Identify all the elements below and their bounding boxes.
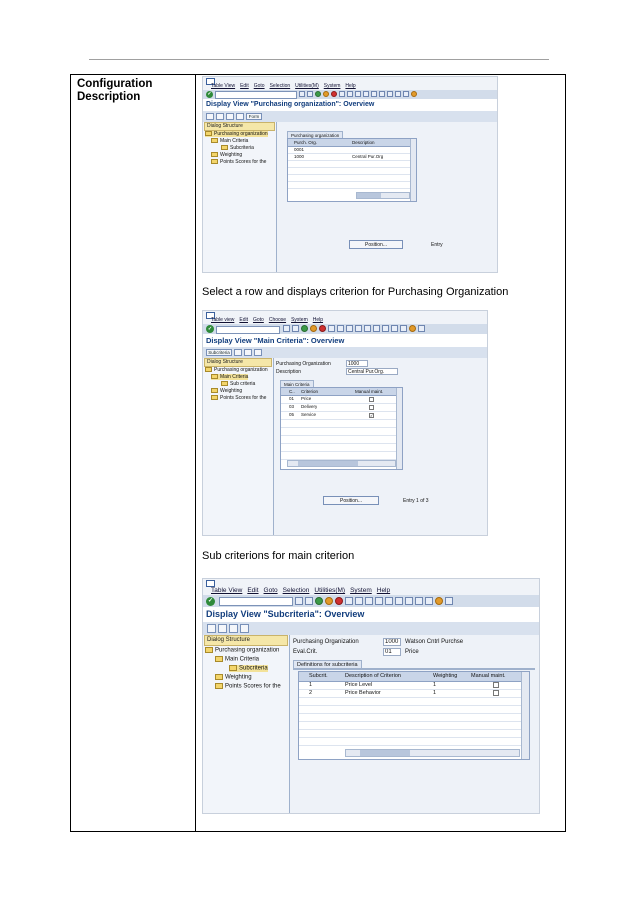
details-icon[interactable] xyxy=(229,624,238,633)
dialog-structure-panel xyxy=(203,358,274,535)
position-button[interactable] xyxy=(323,496,379,505)
folder-icon xyxy=(211,159,218,164)
group-frame xyxy=(293,668,535,670)
folder-icon xyxy=(215,683,223,689)
enter-icon[interactable]: ✓ xyxy=(207,326,213,332)
folder-icon xyxy=(211,395,218,400)
cancel-icon[interactable] xyxy=(331,91,337,97)
horizontal-scrollbar[interactable] xyxy=(356,192,410,199)
tree-item-label: Subcriteria xyxy=(230,145,254,151)
screen-title: Display View "Main Criteria": Overview xyxy=(203,334,487,348)
tree-item-purchasing-org[interactable] xyxy=(205,367,268,373)
screen-title: Display View "Subcriteria": Overview xyxy=(203,607,539,623)
dialog-structure-header: Dialog Structure xyxy=(204,358,272,367)
dialog-structure-panel xyxy=(203,635,290,813)
tree-item-label: Purchasing organization xyxy=(214,131,268,137)
menu-icon xyxy=(206,580,215,587)
cell-criterion: Price xyxy=(301,396,312,401)
menu-system[interactable]: System xyxy=(291,317,308,323)
row-label: Configuration Description xyxy=(77,78,153,103)
tree-item-label: Weighting xyxy=(220,152,243,158)
cell-weighting: 1 xyxy=(433,682,437,688)
menu-goto[interactable]: Goto xyxy=(252,317,264,323)
cell-code: 05 xyxy=(289,412,295,417)
new-session-icon[interactable] xyxy=(415,597,423,605)
menu-goto[interactable]: Goto xyxy=(253,83,265,89)
position-button-label: Position... xyxy=(340,498,362,504)
command-field[interactable] xyxy=(215,91,297,99)
help-icon[interactable] xyxy=(409,325,416,332)
menu-bar xyxy=(203,579,539,596)
entry-counter: Entry 1 of 3 xyxy=(403,498,429,504)
screen-body xyxy=(203,122,497,272)
command-field[interactable] xyxy=(219,597,293,606)
search-icon[interactable] xyxy=(234,349,242,356)
dialog-structure-panel xyxy=(203,122,277,272)
back-icon[interactable] xyxy=(315,597,323,605)
form-button[interactable]: Form xyxy=(246,113,262,120)
column-divider xyxy=(195,75,196,831)
menu-system[interactable]: System xyxy=(323,83,341,89)
sap-screenshot-main-criteria xyxy=(202,310,488,536)
main-criteria-table xyxy=(280,387,403,470)
cell-description: Price Level xyxy=(345,682,373,688)
config-table xyxy=(70,74,566,832)
find-icon[interactable] xyxy=(347,91,353,97)
first-page-icon[interactable] xyxy=(355,325,362,332)
folder-icon xyxy=(229,665,237,671)
cancel-icon[interactable] xyxy=(335,597,343,605)
cell-purch-org: 0001 xyxy=(294,147,305,152)
save-icon[interactable] xyxy=(283,325,290,332)
tree-item-label: Sub criteria xyxy=(230,381,256,387)
select-all-icon[interactable] xyxy=(240,624,249,633)
menu-help[interactable]: Help xyxy=(345,83,356,89)
folder-icon xyxy=(221,145,228,150)
new-session-icon[interactable] xyxy=(395,91,401,97)
table-row[interactable] xyxy=(288,181,416,189)
tree-item-label: Main Criteria xyxy=(225,656,260,663)
first-page-icon[interactable] xyxy=(363,91,369,97)
column-header-purch-org: Purch. Org. xyxy=(294,140,318,145)
tree-item-label: Points Scores for the xyxy=(220,159,267,165)
dialog-structure-header: Dialog Structure xyxy=(204,122,275,131)
group-tab-definitions: Definitions for subcriteria xyxy=(293,660,362,669)
tree-item-label: Weighting xyxy=(225,674,252,681)
menu-goto[interactable]: Goto xyxy=(263,587,278,594)
tree-item-main-criteria[interactable] xyxy=(215,656,259,663)
horizontal-scrollbar[interactable] xyxy=(287,460,396,467)
find-next-icon[interactable] xyxy=(355,91,361,97)
help-icon[interactable] xyxy=(435,597,443,605)
cell-description: Price Behavior xyxy=(345,690,381,696)
screen-body xyxy=(203,358,487,535)
column-header-manual-maint: Manual maint. xyxy=(471,673,506,679)
eval-crit-label: Eval.Crit. xyxy=(293,649,318,655)
subcriteria-table xyxy=(298,671,530,760)
next-page-icon[interactable] xyxy=(379,91,385,97)
folder-icon xyxy=(205,131,212,136)
column-header-c: C.. xyxy=(289,389,295,394)
cancel-icon[interactable] xyxy=(319,325,326,332)
tree-item-purchasing-org[interactable] xyxy=(205,131,268,137)
menu-system[interactable]: System xyxy=(350,587,372,594)
menu-bar xyxy=(203,311,487,325)
group-tab-purchasing-org: Purchasing organization xyxy=(287,131,343,139)
menu-table-view[interactable]: Table view xyxy=(211,317,235,323)
new-session-icon[interactable] xyxy=(391,325,398,332)
find-next-icon[interactable] xyxy=(346,325,353,332)
tree-item-weighting[interactable] xyxy=(215,674,252,681)
enter-icon[interactable]: ✓ xyxy=(207,91,212,97)
manual-maint-checkbox[interactable] xyxy=(369,397,374,402)
column-header-description: Description xyxy=(352,140,375,145)
exit-icon[interactable] xyxy=(310,325,317,332)
folder-icon xyxy=(205,367,212,372)
find-icon[interactable] xyxy=(337,325,344,332)
tree-item-label: Main Criteria xyxy=(220,138,249,144)
layout-icon[interactable] xyxy=(445,597,453,605)
command-field[interactable] xyxy=(216,326,280,334)
exit-icon[interactable] xyxy=(323,91,329,97)
tree-item-label: Main Criteria xyxy=(220,374,249,380)
caption-select-row: Select a row and displays criterion for Purchasing Organization xyxy=(202,286,509,298)
application-toolbar xyxy=(203,622,539,636)
column-header-weighting: Weighting xyxy=(433,673,458,679)
purchasing-org-label: Purchasing Organization xyxy=(276,361,331,367)
purchasing-org-field[interactable]: 1000 xyxy=(383,638,401,646)
column-header-criterion: Criterion xyxy=(301,389,319,394)
vertical-scrollbar[interactable] xyxy=(521,672,529,759)
shortcut-icon[interactable] xyxy=(400,325,407,332)
next-page-icon[interactable] xyxy=(373,325,380,332)
select-all-icon[interactable] xyxy=(254,349,262,356)
sap-screenshot-purchasing-org xyxy=(202,76,498,273)
tree-item-label: Weighting xyxy=(220,388,243,394)
manual-maint-checkbox[interactable] xyxy=(493,682,499,688)
tree-item-label: Subcriteria xyxy=(239,665,268,672)
tree-item-main-criteria[interactable] xyxy=(211,138,248,144)
vertical-scrollbar[interactable] xyxy=(396,388,402,469)
menu-bar xyxy=(203,77,497,91)
eval-crit-field[interactable]: 01 xyxy=(383,648,401,656)
subcriteria-button[interactable]: Subcriteria xyxy=(206,349,232,356)
print-icon[interactable] xyxy=(339,91,345,97)
sap-screenshot-subcriteria xyxy=(202,578,540,814)
tree-item-main-criteria[interactable] xyxy=(211,374,248,380)
folder-icon xyxy=(211,388,218,393)
back-arrow-icon[interactable] xyxy=(305,597,313,605)
folder-icon xyxy=(211,152,218,157)
select-all-icon[interactable] xyxy=(236,113,244,120)
cell-weighting: 1 xyxy=(433,690,437,696)
menu-table-view[interactable]: Table View xyxy=(211,83,236,89)
folder-icon xyxy=(211,374,218,379)
tree-item-subcriteria[interactable] xyxy=(221,145,254,151)
layout-icon[interactable] xyxy=(418,325,425,332)
cell-subcrit: 1 xyxy=(309,682,313,688)
menu-help[interactable]: Help xyxy=(376,587,391,594)
header-rule xyxy=(89,59,549,60)
last-page-icon[interactable] xyxy=(382,325,389,332)
group-tab-main-criteria: Main Criteria xyxy=(280,380,314,388)
menu-edit[interactable]: Edit xyxy=(240,83,249,89)
copy-icon[interactable] xyxy=(216,113,224,120)
print-icon[interactable] xyxy=(345,597,353,605)
exit-icon[interactable] xyxy=(325,597,333,605)
tree-item-points-scores[interactable] xyxy=(211,159,266,165)
cell-code: 03 xyxy=(289,404,295,409)
dialog-structure-header: Dialog Structure xyxy=(204,635,288,646)
purchasing-org-label: Purchasing Organization xyxy=(293,639,359,645)
save-icon[interactable] xyxy=(299,91,305,97)
first-page-icon[interactable] xyxy=(375,597,383,605)
enter-icon[interactable]: ✓ xyxy=(207,598,214,604)
tree-item-weighting[interactable] xyxy=(211,152,242,158)
folder-icon xyxy=(221,381,228,386)
column-header-manual-maint: Manual maint. xyxy=(355,389,384,394)
purchasing-org-field[interactable]: 1000 xyxy=(346,360,368,367)
tree-item-label: Purchasing organization xyxy=(215,647,280,654)
folder-icon xyxy=(215,674,223,680)
table-row[interactable] xyxy=(299,737,529,746)
screen-body xyxy=(203,635,539,813)
position-button[interactable] xyxy=(349,240,403,249)
menu-utilities[interactable]: Utilities(M) xyxy=(314,587,346,594)
position-button-label: Position... xyxy=(365,242,387,248)
eval-crit-name: Price xyxy=(405,649,419,655)
purchasing-org-table xyxy=(287,138,417,202)
entry-counter: Entry xyxy=(431,242,443,248)
cell-purch-org: 1000 xyxy=(294,154,305,159)
folder-icon xyxy=(215,656,223,662)
menu-utilities[interactable]: Utilities(M) xyxy=(295,83,319,89)
find-next-icon[interactable] xyxy=(365,597,373,605)
save-icon[interactable] xyxy=(295,597,303,605)
shortcut-icon[interactable] xyxy=(425,597,433,605)
caption-sub-criterions: Sub criterions for main criterion xyxy=(202,550,355,562)
prev-page-icon[interactable] xyxy=(385,597,393,605)
tree-item-subcriteria[interactable] xyxy=(229,665,268,672)
horizontal-scrollbar[interactable] xyxy=(345,749,520,757)
shortcut-icon[interactable] xyxy=(403,91,409,97)
cell-code: 01 xyxy=(289,396,295,401)
menu-table-view[interactable]: Table View xyxy=(211,587,243,594)
menu-edit[interactable]: Edit xyxy=(247,587,259,594)
tree-item-label: Purchasing organization xyxy=(214,367,268,373)
description-label: Description xyxy=(276,369,302,375)
edit-display-icon[interactable] xyxy=(206,113,214,120)
menu-edit[interactable]: Edit xyxy=(239,317,248,323)
details-icon[interactable] xyxy=(244,349,252,356)
copy-icon[interactable] xyxy=(218,624,227,633)
tree-item-subcriteria[interactable] xyxy=(221,381,255,387)
tree-item-label: Points Scores for the xyxy=(220,395,267,401)
back-icon[interactable] xyxy=(301,325,308,332)
cell-criterion: Delivery xyxy=(301,404,318,409)
description-field[interactable]: Central Pur.Org. xyxy=(346,368,398,375)
manual-maint-checkbox[interactable]: ✓ xyxy=(370,413,374,418)
cell-description: Central Pur.Org xyxy=(352,154,384,159)
tree-item-weighting[interactable] xyxy=(211,388,242,394)
back-arrow-icon[interactable] xyxy=(307,91,313,97)
cell-subcrit: 2 xyxy=(309,690,313,696)
print-icon[interactable] xyxy=(328,325,335,332)
vertical-scrollbar[interactable] xyxy=(410,139,416,201)
last-page-icon[interactable] xyxy=(405,597,413,605)
manual-maint-checkbox[interactable] xyxy=(493,690,499,696)
table-row[interactable] xyxy=(281,451,402,460)
menu-selection[interactable]: Selection xyxy=(269,83,291,89)
back-arrow-icon[interactable] xyxy=(292,325,299,332)
details-icon[interactable] xyxy=(226,113,234,120)
prev-page-icon[interactable] xyxy=(364,325,371,332)
folder-icon xyxy=(205,647,213,653)
back-icon[interactable] xyxy=(315,91,321,97)
menu-help[interactable]: Help xyxy=(312,317,324,323)
tree-item-points-scores[interactable] xyxy=(215,683,281,690)
folder-icon xyxy=(211,138,218,143)
column-header-subcrit: Subcrit. xyxy=(309,673,328,679)
edit-display-icon[interactable] xyxy=(207,624,216,633)
prev-page-icon[interactable] xyxy=(371,91,377,97)
tree-item-purchasing-org[interactable] xyxy=(205,647,279,654)
help-icon[interactable] xyxy=(411,91,417,97)
tree-item-points-scores[interactable] xyxy=(211,395,266,401)
manual-maint-checkbox[interactable] xyxy=(369,405,374,410)
find-icon[interactable] xyxy=(355,597,363,605)
purchasing-org-name: Watson Cntrl Purchse xyxy=(405,639,464,645)
menu-choose[interactable]: Choose xyxy=(268,317,287,323)
menu-selection[interactable]: Selection xyxy=(282,587,310,594)
screen-title: Display View "Purchasing organization": Overview xyxy=(203,99,497,112)
cell-criterion: Service xyxy=(301,412,317,417)
next-page-icon[interactable] xyxy=(395,597,403,605)
column-header-description: Description of Criterion xyxy=(345,673,401,679)
tree-item-label: Points Scores for the xyxy=(225,683,281,690)
last-page-icon[interactable] xyxy=(387,91,393,97)
